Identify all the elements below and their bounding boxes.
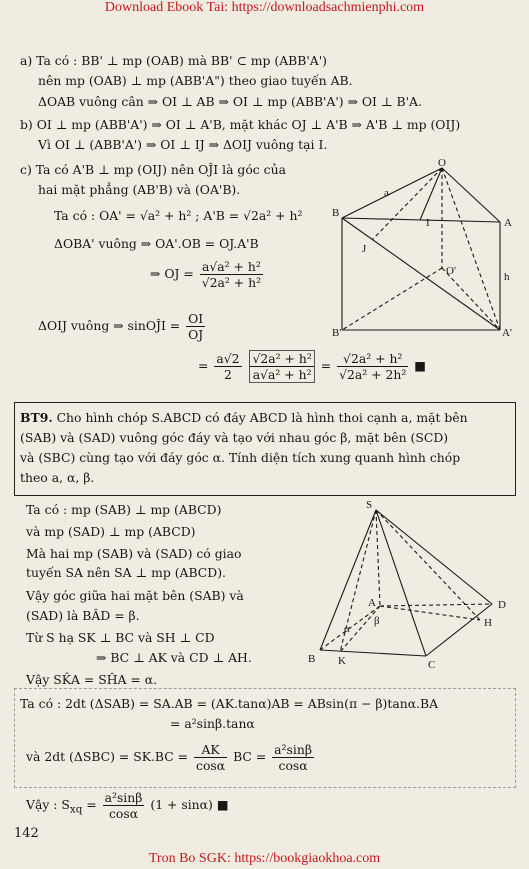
denominator: OJ	[188, 327, 204, 342]
label-C: C	[428, 659, 436, 671]
text: ; A'B =	[191, 208, 244, 223]
label-D: D	[498, 599, 506, 611]
numerator: √2a² + h²	[252, 351, 312, 366]
fraction	[200, 259, 263, 290]
denominator: a√a² + h²	[252, 367, 312, 382]
numerator: a²sinβ	[104, 790, 143, 805]
area-line-1: Ta có : 2dt (ΔSAB) = SA.AB = (AK.tanα)AB = ABsin(π − β)tanα.BA	[20, 696, 439, 711]
numerator: √2a² + h²	[337, 351, 408, 367]
denominator: cosα	[108, 806, 139, 821]
label-A: A	[368, 597, 376, 609]
label-O: O	[438, 158, 446, 169]
denominator: cosα	[278, 758, 308, 773]
label-A: A	[504, 217, 512, 229]
sol-line-2: và mp (SAD) ⊥ mp (ABCD)	[26, 524, 196, 539]
label-a: a	[384, 187, 389, 199]
text: ⇒ OJ =	[150, 266, 198, 281]
denominator: cosα	[196, 758, 226, 773]
denominator: √2a² + h²	[201, 275, 262, 290]
numerator: a²sinβ	[274, 742, 312, 757]
bt9-line-4: theo a, α, β.	[20, 470, 95, 485]
label-K: K	[338, 655, 346, 667]
label-B: B	[332, 207, 340, 219]
sol-line-6: (SAD) là BÂD = β.	[26, 608, 140, 623]
text: Ta có : OA' =	[54, 208, 140, 223]
fraction	[186, 311, 205, 342]
label-h: h	[504, 271, 510, 283]
footer-link[interactable]: Tron Bo SGK: https://bookgiaokhoa.com	[148, 851, 381, 866]
fraction	[214, 351, 241, 382]
text: Cho hình chóp S.ABCD có đáy ABCD là hình thoi cạnh a, mặt bên	[52, 410, 468, 425]
numerator: a√2	[216, 351, 240, 366]
numerator: OI	[186, 311, 205, 327]
label-beta: β	[374, 615, 380, 627]
figure-prism	[332, 158, 522, 338]
label-B: B	[308, 653, 316, 665]
text: BC =	[233, 749, 271, 764]
text: =	[320, 358, 332, 373]
figure-pyramid	[306, 496, 516, 682]
part-b-line-1: b) OI ⊥ mp (ABB'A') ⇒ OI ⊥ A'B, mặt khác OJ ⊥ A'B ⇒ A'B ⊥ mp (OIJ)	[20, 117, 461, 132]
end-mark: ■	[216, 797, 229, 812]
header-link[interactable]: Download Ebook Tai: https://downloadsachmienphi.com	[104, 0, 425, 15]
label-J: J	[362, 243, 367, 255]
label-O-prime: O'	[446, 265, 456, 277]
bt9-line-2: (SAB) và (SAD) vuông góc đáy và tạo với nhau góc β, mặt bên (SCD)	[20, 430, 449, 445]
sol-line-8: ⇒ BC ⊥ AK và CD ⊥ AH.	[96, 650, 252, 665]
text: =	[198, 358, 209, 373]
part-c-line-5	[150, 259, 265, 290]
numerator: AK	[194, 742, 227, 758]
bt9-line-3: và (SBC) cùng tạo với đáy góc α. Tính diện tích xung quanh hình chóp	[20, 450, 461, 465]
denominator: √2a² + 2h²	[339, 367, 407, 382]
fraction	[272, 742, 314, 773]
numerator: a√a² + h²	[200, 259, 263, 275]
area-line-3	[26, 742, 316, 773]
sol-line-7: Từ S hạ SK ⊥ BC và SH ⊥ CD	[26, 630, 215, 645]
sol-line-9: Vậy SK̂A = SĤA = α.	[26, 672, 158, 687]
fraction	[103, 790, 145, 821]
part-c-line-7	[198, 350, 426, 383]
sqrt-expr: √a² + h²	[139, 208, 192, 223]
fraction	[249, 350, 314, 383]
text: (1 + sinα)	[150, 797, 213, 812]
part-c-line-4: ΔOBA' vuông ⇒ OA'.OB = OJ.A'B	[54, 236, 259, 251]
label-A-prime: A'	[502, 327, 512, 338]
sqrt-expr: √2a² + h²	[243, 208, 303, 223]
part-a-line-1: a) Ta có : BB' ⊥ mp (OAB) mà BB' ⊂ mp (ABB'A')	[20, 53, 327, 68]
sol-line-1: Ta có : mp (SAB) ⊥ mp (ABCD)	[26, 502, 222, 517]
label-alpha: α	[344, 623, 350, 635]
label-I: I	[426, 217, 430, 229]
text: ΔOIJ vuông ⇒ sinOĴI =	[38, 318, 185, 333]
part-c-line-6	[38, 311, 207, 342]
part-a-line-2: nên mp (OAB) ⊥ mp (ABB'A") theo giao tuyến AB.	[38, 73, 353, 88]
text: =	[82, 797, 101, 812]
label-H: H	[484, 617, 492, 629]
page-number: 142	[14, 826, 39, 841]
text: Vậy : S	[26, 797, 70, 812]
fraction	[194, 742, 227, 773]
bt9-line-1	[20, 410, 468, 425]
fraction	[337, 351, 408, 382]
bt9-title: BT9.	[20, 410, 53, 425]
sol-line-5: Vậy góc giữa hai mặt bên (SAB) và	[26, 588, 244, 603]
text: và 2dt (ΔSBC) = SK.BC =	[26, 749, 192, 764]
sol-line-4: tuyến SA nên SA ⊥ mp (ABCD).	[26, 565, 226, 580]
area-line-4	[26, 790, 229, 821]
end-mark: ■	[414, 358, 427, 373]
label-S: S	[366, 499, 373, 511]
part-a-line-3: ΔOAB vuông cân ⇒ OI ⊥ AB ⇒ OI ⊥ mp (ABB'A') ⇒ OI ⊥ B'A.	[38, 94, 422, 109]
part-c-line-2: hai mặt phẳng (AB'B) và (OA'B).	[38, 182, 241, 197]
area-line-2: = a²sinβ.tanα	[170, 716, 255, 731]
denominator: 2	[223, 367, 232, 382]
subscript: xq	[69, 803, 83, 816]
part-c-line-1: c) Ta có A'B ⊥ mp (OIJ) nên OĴI là góc của	[20, 162, 286, 177]
part-c-line-3	[54, 208, 302, 223]
part-b-line-2: Vì OI ⊥ (ABB'A') ⇒ OI ⊥ IJ ⇒ ΔOIJ vuông tại I.	[38, 137, 328, 152]
label-B-prime: B'	[332, 327, 342, 338]
sol-line-3: Mà hai mp (SAB) và (SAD) có giao	[26, 546, 242, 561]
